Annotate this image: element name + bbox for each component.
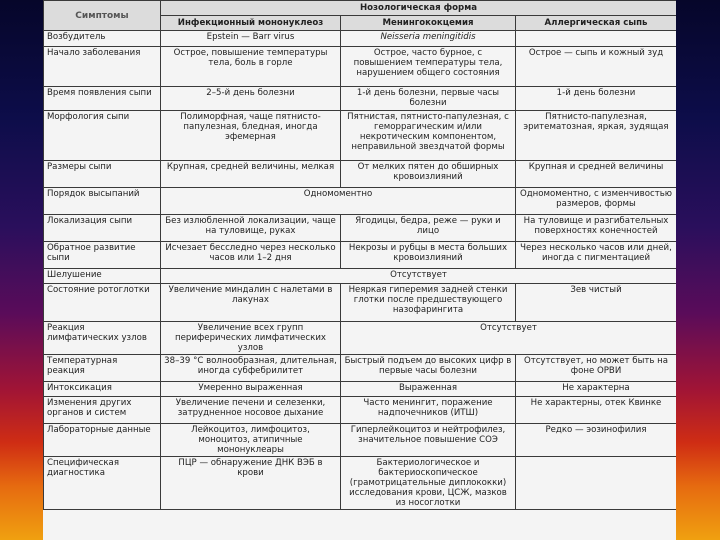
document-sheet	[43, 0, 676, 540]
table-cell: Умеренно выраженная	[161, 382, 341, 397]
table-cell: Острое, часто бурное, с повышением температуры тела, нарушением общего состояния	[341, 47, 516, 87]
row-label: Время появления сыпи	[44, 87, 161, 111]
table-row	[44, 322, 677, 355]
table-row	[44, 457, 677, 510]
table-row	[44, 31, 677, 47]
table-cell: Редко — эозинофилия	[516, 424, 677, 457]
table-row	[44, 242, 677, 269]
merged-cell: Отсутствует	[161, 269, 677, 284]
column-header-meningo: Менингококцемия	[341, 16, 516, 31]
table-cell: Увеличение всех групп периферических лимфатических узлов	[161, 322, 341, 355]
table-cell: Быстрый подъем до высоких цифр в первые часы болезни	[341, 355, 516, 382]
table-row	[44, 47, 677, 87]
table-cell: Крупная и средней величины	[516, 161, 677, 188]
table-cell: Не характерны, отек Квинке	[516, 397, 677, 424]
symptoms-header: Симптомы	[44, 1, 161, 31]
table-cell: Некрозы и рубцы в места больших кровоизлияний	[341, 242, 516, 269]
table-cell: Пятнисто-папулезная, эритематозная, яркая, зудящая	[516, 111, 677, 161]
table-cell: Крупная, средней величины, мелкая	[161, 161, 341, 188]
row-label: Температурная реакция	[44, 355, 161, 382]
comparison-table	[43, 0, 676, 510]
table-cell: Лейкоцитоз, лимфоцитоз, моноцитоз, атипичные мононуклеары	[161, 424, 341, 457]
table-row	[44, 161, 677, 188]
table-row	[44, 424, 677, 457]
table-cell	[516, 31, 677, 47]
row-label: Начало заболевания	[44, 47, 161, 87]
table-cell: Увеличение печени и селезенки, затрудненное носовое дыхание	[161, 397, 341, 424]
table-row	[44, 215, 677, 242]
table-cell: От мелких пятен до обширных кровоизлияний	[341, 161, 516, 188]
row-label: Интоксикация	[44, 382, 161, 397]
row-label: Размеры сыпи	[44, 161, 161, 188]
column-header-allergy: Аллергическая сыпь	[516, 16, 677, 31]
table-cell: 1-й день болезни, первые часы болезни	[341, 87, 516, 111]
row-label: Морфология сыпи	[44, 111, 161, 161]
table-row	[44, 397, 677, 424]
table-cell: Не характерна	[516, 382, 677, 397]
row-label: Порядок высыпаний	[44, 188, 161, 215]
row-label: Возбудитель	[44, 31, 161, 47]
merged-cell: Одномоментно	[161, 188, 516, 215]
table-cell: Neisseria meningitidis	[341, 31, 516, 47]
table-cell: Выраженная	[341, 382, 516, 397]
table-row	[44, 382, 677, 397]
row-label: Шелушение	[44, 269, 161, 284]
table-cell: Гиперлейкоцитоз и нейтрофилез, значительное повышение СОЭ	[341, 424, 516, 457]
table-cell: 38–39 °С волнообразная, длительная, иногда субфебрилитет	[161, 355, 341, 382]
table-cell: Epstein — Barr virus	[161, 31, 341, 47]
table-cell: Зев чистый	[516, 284, 677, 322]
table-row	[44, 87, 677, 111]
table-row	[44, 355, 677, 382]
table-row	[44, 284, 677, 322]
table-cell: Одномоментно, с изменчивостью размеров, формы	[516, 188, 677, 215]
form-group-header: Нозологическая форма	[161, 1, 677, 16]
table-cell: Пятнистая, пятнисто-папулезная, с геморрагическим и/или некротическим компонентом, неправильной звездчатой формы	[341, 111, 516, 161]
row-label: Обратное развитие сыпи	[44, 242, 161, 269]
table-cell: 1-й день болезни	[516, 87, 677, 111]
table-row	[44, 269, 677, 284]
row-label: Локализация сыпи	[44, 215, 161, 242]
table-cell: Часто менингит, поражение надпочечников (ИТШ)	[341, 397, 516, 424]
row-label: Специфическая диагностика	[44, 457, 161, 510]
table-cell: Острое — сыпь и кожный зуд	[516, 47, 677, 87]
table-cell: Отсутствует, но может быть на фоне ОРВИ	[516, 355, 677, 382]
table-cell: Исчезает бесследно через несколько часов или 1–2 дня	[161, 242, 341, 269]
row-label: Лабораторные данные	[44, 424, 161, 457]
merged-cell: Отсутствует	[341, 322, 677, 355]
table-cell: 2–5-й день болезни	[161, 87, 341, 111]
table-cell	[516, 457, 677, 510]
table-cell: Без излюбленной локализации, чаще на туловище, руках	[161, 215, 341, 242]
table-cell: Острое, повышение температуры тела, боль в горле	[161, 47, 341, 87]
table-cell: Бактериологическое и бактериоскопическое (грамотрицательные диплококки) исследования крови, ЦСЖ, мазков из носоглотки	[341, 457, 516, 510]
table-row	[44, 188, 677, 215]
row-label: Изменения других органов и систем	[44, 397, 161, 424]
table-cell: ПЦР — обнаружение ДНК ВЭБ в крови	[161, 457, 341, 510]
table-row	[44, 111, 677, 161]
table-cell: Через несколько часов или дней, иногда с пигментацией	[516, 242, 677, 269]
row-label: Состояние ротоглотки	[44, 284, 161, 322]
row-label: Реакция лимфатических узлов	[44, 322, 161, 355]
table-cell: На туловище и разгибательных поверхностях конечностей	[516, 215, 677, 242]
table-cell: Ягодицы, бедра, реже — руки и лицо	[341, 215, 516, 242]
column-header-mono: Инфекционный мононуклеоз	[161, 16, 341, 31]
table-cell: Увеличение миндалин с налетами в лакунах	[161, 284, 341, 322]
table-cell: Полиморфная, чаще пятнисто-папулезная, бледная, иногда эфемерная	[161, 111, 341, 161]
table-cell: Неяркая гиперемия задней стенки глотки после предшествующего назофарингита	[341, 284, 516, 322]
